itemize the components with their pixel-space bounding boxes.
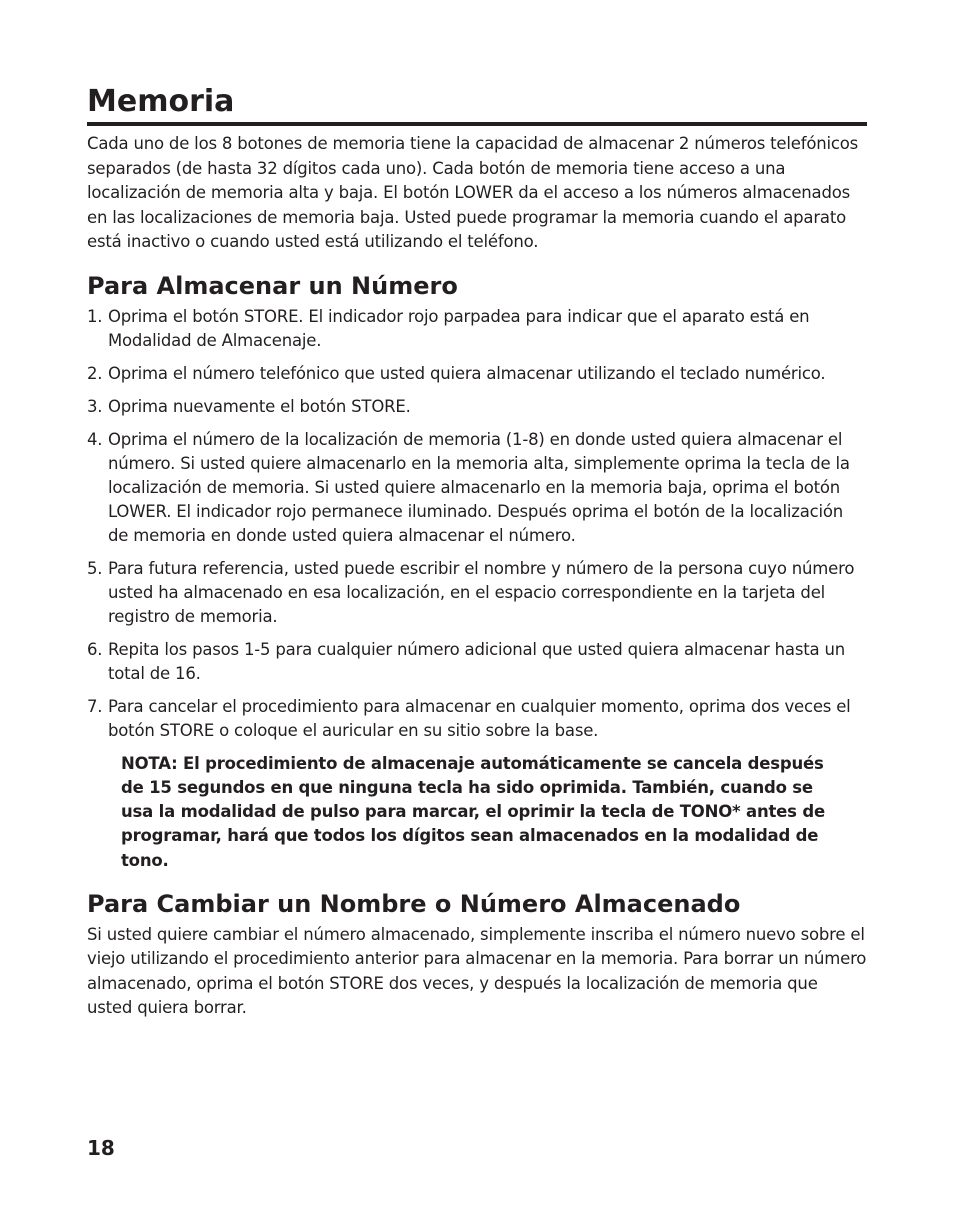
step-number: 1. [87,306,103,326]
store-steps-list [87,305,867,743]
title-underline [87,122,867,126]
store-section-heading: Para Almacenar un Número [87,271,458,300]
step-text: Para cancelar el procedimiento para almacenar en cualquier momento, oprima dos veces el botón STORE o coloque el auricular en su sitio sobre la base. [108,696,851,740]
step-text: Oprima el botón STORE. El indicador rojo parpadea para indicar que el aparato está en Modalidad de Almacenaje. [108,306,810,350]
change-section-heading: Para Cambiar un Nombre o Número Almacenado [87,889,741,918]
page-number: 18 [87,1136,115,1160]
step-text: Oprima el número telefónico que usted quiera almacenar utilizando el teclado numérico. [108,363,826,383]
step-text: Repita los pasos 1-5 para cualquier número adicional que usted quiera almacenar hasta un total de 16. [108,639,845,683]
step-item [87,428,867,548]
step-item [87,362,867,386]
page-title: Memoria [87,84,235,119]
step-text: Para futura referencia, usted puede escribir el nombre y número de la persona cuyo número usted ha almacenado en esa localización, en el espacio correspondiente en la tarjeta del registro de memoria. [108,558,855,626]
step-number: 5. [87,558,103,578]
page-content [87,84,867,1021]
store-note: NOTA: El procedimiento de almacenaje automáticamente se cancela después de 15 segundos en que ninguna tecla ha sido oprimida. También, cuando se usa la modalidad de pulso para marcar, el oprimir la tecla de TONO* antes de programar, hará que todos los dígitos sean almacenados en la modalidad de tono. [121,753,825,870]
step-number: 3. [87,396,103,416]
step-number: 6. [87,639,103,659]
step-number: 2. [87,363,103,383]
step-item [87,695,867,743]
step-number: 7. [87,696,103,716]
step-item [87,305,867,353]
step-item [87,638,867,686]
change-paragraph: Si usted quiere cambiar el número almacenado, simplemente inscriba el número nuevo sobre el viejo utilizando el procedimiento anterior para almacenar en la memoria. Para borrar un número almacenado, oprima el botón STORE dos veces, y después la localización de memoria que usted quiera borrar. [87,924,867,1018]
step-text: Oprima nuevamente el botón STORE. [108,396,411,416]
step-item [87,557,867,629]
step-number: 4. [87,429,103,449]
step-text: Oprima el número de la localización de memoria (1-8) en donde usted quiera almacenar el número. Si usted quiere almacenarlo en la memoria alta, simplemente oprima la tecla de la localización de memoria. Si usted quiere almacenarlo en la memoria baja, oprima el botón LOWER. El indicador rojo permanece iluminado. Después oprima el botón de la localización de memoria en donde usted quiera almacenar el número. [108,429,850,545]
step-item [87,395,867,419]
intro-paragraph: Cada uno de los 8 botones de memoria tiene la capacidad de almacenar 2 números telefónicos separados (de hasta 32 dígitos cada uno). Cada botón de memoria tiene acceso a una localización de memoria alta y baja. El botón LOWER da el acceso a los números almacenados en las localizaciones de memoria baja. Usted puede programar la memoria cuando el aparato está inactivo o cuando usted está utilizando el teléfono. [87,134,859,251]
